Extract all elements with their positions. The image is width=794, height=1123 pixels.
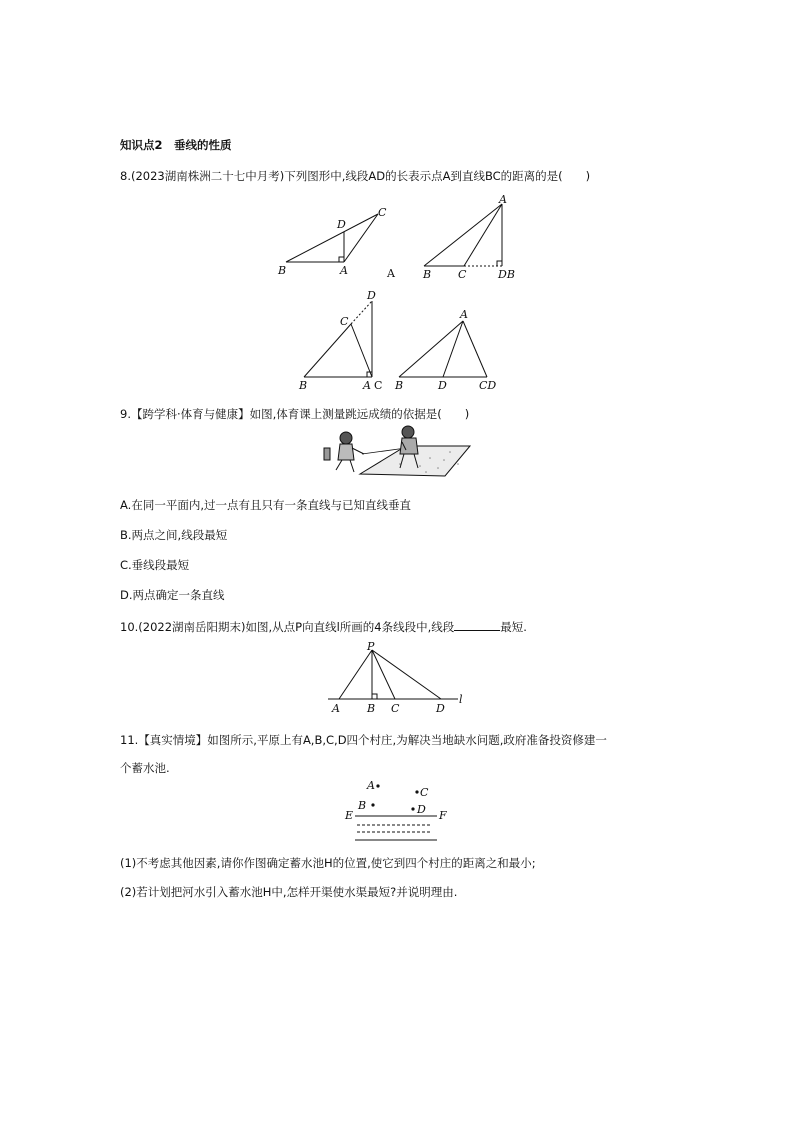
q10-label-c: C (391, 702, 400, 715)
q11-stem-line2: 个蓄水池. (120, 761, 170, 775)
q8c-label-d: D (367, 289, 376, 302)
q9-option-a: A.在同一平面内,过一点有且只有一条直线与已知直线垂直 (120, 498, 411, 512)
q8b-label-db: DB (498, 268, 515, 281)
q10-label-l: l (459, 693, 463, 706)
q11-label-e: E (345, 809, 354, 822)
q8c-label-c: C (340, 315, 349, 328)
section-title: 知识点2 垂线的性质 (120, 138, 232, 152)
q8d-label-b: B (395, 379, 404, 392)
q8b-label-b: B (423, 268, 432, 281)
q9-option-b: B.两点之间,线段最短 (120, 528, 228, 542)
q10-figure (0, 630, 794, 720)
q11-label-d: D (417, 803, 426, 816)
q8d-label-d: D (438, 379, 447, 392)
q11-part2: (2)若计划把河水引入蓄水池H中,怎样开渠使水渠最短?并说明理由. (120, 885, 458, 899)
q8a-label-d: D (337, 218, 346, 231)
q11-figure (0, 770, 794, 850)
q8b-label-a: A (499, 193, 507, 206)
q8a-option: A (387, 267, 395, 280)
q9-option-d: D.两点确定一条直线 (120, 588, 225, 602)
q8-figure-c (304, 301, 372, 377)
q8b-label-c: C (458, 268, 467, 281)
q9-stem: 9.【跨学科·体育与健康】如图,体育课上测量跳远成绩的依据是( ) (120, 407, 470, 421)
q9-long-jump-illustration (320, 424, 480, 480)
q9-option-c: C.垂线段最短 (120, 558, 190, 572)
q8a-label-b: B (278, 264, 287, 277)
girl-figure (324, 432, 364, 472)
q10-stem-after: 最短. (500, 620, 527, 634)
q11-label-c: C (420, 786, 429, 799)
q11-label-f: F (439, 809, 447, 822)
q10-label-b: B (367, 702, 376, 715)
q10-label-a: A (332, 702, 340, 715)
q8-stem: 8.(2023湖南株洲二十七中月考)下列图形中,线段AD的长表示点A到直线BC的距离的是( ) (120, 169, 591, 183)
q8d-label-a: A (460, 308, 468, 321)
q8a-label-a: A (340, 264, 348, 277)
q8-figure-d (399, 321, 487, 377)
q10-label-p: P (367, 640, 375, 653)
q8c-option: C (374, 379, 383, 392)
q11-label-b: B (358, 799, 367, 812)
q11-label-a: A (367, 779, 375, 792)
q11-stem-line1: 11.【真实情境】如图所示,平原上有A,B,C,D四个村庄,为解决当地缺水问题,政府准备投资修建一 (120, 733, 607, 747)
q8-figure-a (286, 214, 378, 262)
q8a-label-c: C (378, 206, 387, 219)
q8c-label-b: B (299, 379, 308, 392)
q8d-label-cd: CD (479, 379, 497, 392)
q11-part1: (1)不考虑其他因素,请你作图确定蓄水池H的位置,使它到四个村庄的距离之和最小; (120, 856, 536, 870)
q10-stem-before: 10.(2022湖南岳阳期末)如图,从点P向直线l所画的4条线段中,线段 (120, 620, 455, 634)
q10-label-d: D (436, 702, 445, 715)
q8-figure-b (424, 204, 502, 266)
q8-figures (0, 0, 794, 400)
q8c-label-a: A (363, 379, 371, 392)
